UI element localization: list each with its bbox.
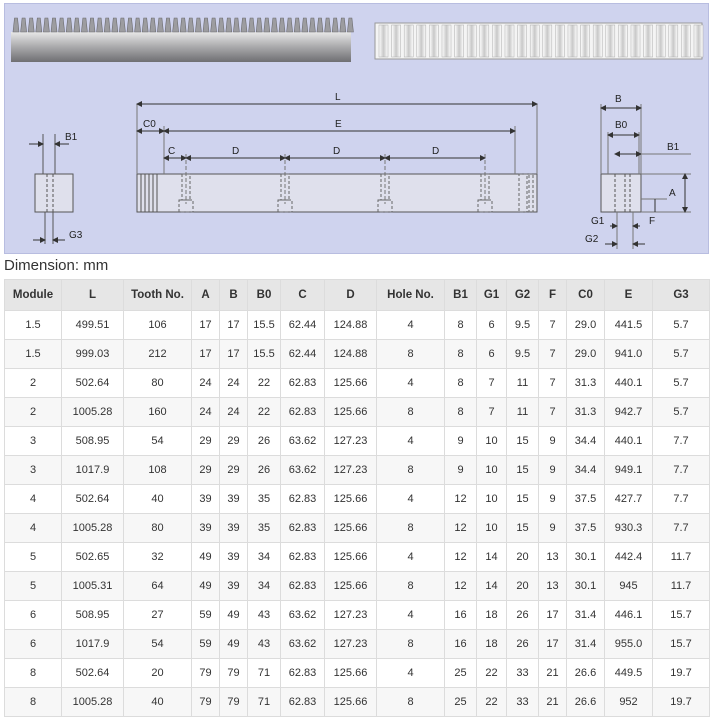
table-cell: 22 xyxy=(477,659,507,688)
table-cell: 14 xyxy=(477,543,507,572)
table-cell: 4 xyxy=(377,427,445,456)
table-cell: 63.62 xyxy=(281,601,325,630)
table-cell: 7 xyxy=(539,311,567,340)
table-cell: 999.03 xyxy=(62,340,124,369)
table-cell: 127.23 xyxy=(325,427,377,456)
table-cell: 441.5 xyxy=(605,311,653,340)
table-cell: 24 xyxy=(220,398,248,427)
table-cell: 125.66 xyxy=(325,369,377,398)
table-cell: 7 xyxy=(539,398,567,427)
table-cell: 79 xyxy=(192,659,220,688)
table-cell: 10 xyxy=(477,456,507,485)
table-cell: 62.44 xyxy=(281,311,325,340)
table-cell: 4 xyxy=(5,514,62,543)
table-cell: 7 xyxy=(477,398,507,427)
table-cell: 499.51 xyxy=(62,311,124,340)
label-D-3: D xyxy=(432,146,440,157)
table-cell: 32 xyxy=(124,543,192,572)
table-cell: 427.7 xyxy=(605,485,653,514)
table-row xyxy=(5,688,710,717)
table-cell: 440.1 xyxy=(605,427,653,456)
table-cell: 7.7 xyxy=(653,485,710,514)
table-cell: 62.83 xyxy=(281,514,325,543)
table-cell: 449.5 xyxy=(605,659,653,688)
dimension-table-wrapper xyxy=(4,279,709,717)
column-header: A xyxy=(192,280,220,311)
table-cell: 4 xyxy=(377,543,445,572)
table-cell: 5.7 xyxy=(653,340,710,369)
label-F: F xyxy=(649,216,656,227)
table-cell: 62.83 xyxy=(281,369,325,398)
table-cell: 125.66 xyxy=(325,514,377,543)
table-cell: 54 xyxy=(124,630,192,659)
label-G1: G1 xyxy=(591,216,605,227)
table-cell: 49 xyxy=(220,630,248,659)
label-L: L xyxy=(335,92,341,103)
table-cell: 8 xyxy=(377,688,445,717)
table-body xyxy=(5,311,710,717)
label-G2: G2 xyxy=(585,234,599,245)
table-cell: 18 xyxy=(477,601,507,630)
table-cell: 106 xyxy=(124,311,192,340)
table-cell: 62.44 xyxy=(281,340,325,369)
table-cell: 10 xyxy=(477,427,507,456)
table-cell: 15 xyxy=(507,456,539,485)
table-cell: 8 xyxy=(5,688,62,717)
rack-photo-side xyxy=(11,18,353,62)
table-cell: 15.7 xyxy=(653,630,710,659)
table-cell: 124.88 xyxy=(325,340,377,369)
table-cell: 125.66 xyxy=(325,398,377,427)
table-cell: 127.23 xyxy=(325,601,377,630)
column-header: Hole No. xyxy=(377,280,445,311)
table-cell: 8 xyxy=(445,398,477,427)
table-cell: 62.83 xyxy=(281,688,325,717)
table-cell: 5.7 xyxy=(653,311,710,340)
table-cell: 508.95 xyxy=(62,601,124,630)
table-cell: 39 xyxy=(220,514,248,543)
table-cell: 4 xyxy=(377,311,445,340)
table-cell: 9 xyxy=(539,427,567,456)
end-view-left xyxy=(29,134,73,244)
table-cell: 125.66 xyxy=(325,572,377,601)
table-cell: 15 xyxy=(507,514,539,543)
label-A: A xyxy=(669,188,676,199)
label-B1-right: B1 xyxy=(667,142,680,153)
table-cell: 1005.28 xyxy=(62,514,124,543)
label-C0: C0 xyxy=(143,119,156,130)
table-cell: 17 xyxy=(539,630,567,659)
table-cell: 40 xyxy=(124,688,192,717)
table-cell: 26.6 xyxy=(567,688,605,717)
table-cell: 3 xyxy=(5,427,62,456)
column-header: F xyxy=(539,280,567,311)
table-cell: 22 xyxy=(248,398,281,427)
table-row xyxy=(5,601,710,630)
table-cell: 930.3 xyxy=(605,514,653,543)
table-cell: 22 xyxy=(477,688,507,717)
table-cell: 49 xyxy=(192,543,220,572)
table-cell: 34.4 xyxy=(567,427,605,456)
table-cell: 5 xyxy=(5,572,62,601)
table-cell: 29 xyxy=(192,456,220,485)
column-header: L xyxy=(62,280,124,311)
table-cell: 39 xyxy=(220,485,248,514)
table-cell: 160 xyxy=(124,398,192,427)
table-cell: 43 xyxy=(248,630,281,659)
table-cell: 2 xyxy=(5,398,62,427)
table-cell: 24 xyxy=(192,369,220,398)
table-cell: 11 xyxy=(507,398,539,427)
label-B0: B0 xyxy=(615,120,628,131)
table-cell: 7.7 xyxy=(653,427,710,456)
table-cell: 9 xyxy=(539,485,567,514)
table-row xyxy=(5,427,710,456)
table-cell: 49 xyxy=(220,601,248,630)
table-cell: 6 xyxy=(5,630,62,659)
table-cell: 13 xyxy=(539,572,567,601)
table-row xyxy=(5,572,710,601)
table-cell: 54 xyxy=(124,427,192,456)
table-cell: 955.0 xyxy=(605,630,653,659)
table-cell: 6 xyxy=(5,601,62,630)
table-cell: 508.95 xyxy=(62,427,124,456)
table-cell: 502.64 xyxy=(62,659,124,688)
table-cell: 39 xyxy=(220,543,248,572)
table-cell: 8 xyxy=(377,514,445,543)
table-cell: 11 xyxy=(507,369,539,398)
table-cell: 80 xyxy=(124,514,192,543)
table-cell: 8 xyxy=(377,340,445,369)
table-cell: 7 xyxy=(539,340,567,369)
table-cell: 20 xyxy=(507,543,539,572)
table-cell: 25 xyxy=(445,659,477,688)
table-cell: 8 xyxy=(445,369,477,398)
table-cell: 1017.9 xyxy=(62,456,124,485)
table-row xyxy=(5,543,710,572)
table-cell: 39 xyxy=(220,572,248,601)
table-cell: 29 xyxy=(220,456,248,485)
table-cell: 1.5 xyxy=(5,311,62,340)
table-cell: 12 xyxy=(445,485,477,514)
table-row xyxy=(5,398,710,427)
table-cell: 62.83 xyxy=(281,543,325,572)
rack-photo-top xyxy=(375,23,703,59)
table-cell: 20 xyxy=(507,572,539,601)
table-cell: 5 xyxy=(5,543,62,572)
label-G3: G3 xyxy=(69,230,83,241)
column-header: G2 xyxy=(507,280,539,311)
table-cell: 9 xyxy=(539,456,567,485)
column-header: D xyxy=(325,280,377,311)
table-cell: 34 xyxy=(248,572,281,601)
table-cell: 29 xyxy=(192,427,220,456)
table-cell: 14 xyxy=(477,572,507,601)
table-cell: 11.7 xyxy=(653,572,710,601)
table-cell: 64 xyxy=(124,572,192,601)
table-cell: 502.64 xyxy=(62,369,124,398)
table-cell: 9 xyxy=(445,456,477,485)
table-cell: 43 xyxy=(248,601,281,630)
table-cell: 9.5 xyxy=(507,311,539,340)
table-cell: 1005.31 xyxy=(62,572,124,601)
table-cell: 11.7 xyxy=(653,543,710,572)
rack-drawing-svg xyxy=(5,4,710,255)
table-cell: 21 xyxy=(539,659,567,688)
table-cell: 9.5 xyxy=(507,340,539,369)
table-cell: 125.66 xyxy=(325,688,377,717)
table-cell: 49 xyxy=(192,572,220,601)
label-D-2: D xyxy=(333,146,341,157)
table-cell: 31.4 xyxy=(567,630,605,659)
table-row xyxy=(5,659,710,688)
dimension-table xyxy=(4,279,710,717)
table-cell: 440.1 xyxy=(605,369,653,398)
table-cell: 35 xyxy=(248,485,281,514)
table-cell: 21 xyxy=(539,688,567,717)
table-cell: 945 xyxy=(605,572,653,601)
table-cell: 3 xyxy=(5,456,62,485)
table-cell: 10 xyxy=(477,485,507,514)
table-cell: 12 xyxy=(445,572,477,601)
table-cell: 59 xyxy=(192,630,220,659)
table-cell: 9 xyxy=(445,427,477,456)
column-header: B xyxy=(220,280,248,311)
table-cell: 19.7 xyxy=(653,688,710,717)
table-cell: 80 xyxy=(124,369,192,398)
table-cell: 12 xyxy=(445,514,477,543)
table-cell: 30.1 xyxy=(567,572,605,601)
table-cell: 31.3 xyxy=(567,369,605,398)
table-row xyxy=(5,369,710,398)
table-cell: 18 xyxy=(477,630,507,659)
column-header: Tooth No. xyxy=(124,280,192,311)
table-row xyxy=(5,630,710,659)
table-cell: 39 xyxy=(192,514,220,543)
label-B1-left: B1 xyxy=(65,132,78,143)
table-cell: 62.83 xyxy=(281,572,325,601)
table-row xyxy=(5,340,710,369)
table-cell: 33 xyxy=(507,659,539,688)
table-row xyxy=(5,485,710,514)
table-cell: 125.66 xyxy=(325,543,377,572)
table-cell: 59 xyxy=(192,601,220,630)
table-cell: 63.62 xyxy=(281,456,325,485)
table-cell: 33 xyxy=(507,688,539,717)
label-B: B xyxy=(615,94,622,105)
table-cell: 63.62 xyxy=(281,630,325,659)
label-E: E xyxy=(335,119,342,130)
table-cell: 4 xyxy=(377,601,445,630)
label-C: C xyxy=(168,146,176,157)
table-cell: 502.64 xyxy=(62,485,124,514)
column-header: B1 xyxy=(445,280,477,311)
table-cell: 125.66 xyxy=(325,659,377,688)
table-cell: 17 xyxy=(539,601,567,630)
table-cell: 26 xyxy=(507,630,539,659)
table-cell: 1005.28 xyxy=(62,688,124,717)
technical-drawing-panel xyxy=(4,3,709,254)
table-cell: 4 xyxy=(377,659,445,688)
table-cell: 15 xyxy=(507,427,539,456)
table-cell: 31.4 xyxy=(567,601,605,630)
table-cell: 8 xyxy=(5,659,62,688)
table-cell: 8 xyxy=(377,398,445,427)
table-cell: 17 xyxy=(220,340,248,369)
table-cell: 941.0 xyxy=(605,340,653,369)
column-header: C xyxy=(281,280,325,311)
table-cell: 79 xyxy=(220,659,248,688)
table-cell: 4 xyxy=(377,485,445,514)
table-cell: 34 xyxy=(248,543,281,572)
table-cell: 62.83 xyxy=(281,398,325,427)
table-cell: 39 xyxy=(192,485,220,514)
table-cell: 34.4 xyxy=(567,456,605,485)
table-cell: 1017.9 xyxy=(62,630,124,659)
table-cell: 5.7 xyxy=(653,369,710,398)
table-cell: 29 xyxy=(220,427,248,456)
table-cell: 27 xyxy=(124,601,192,630)
table-cell: 124.88 xyxy=(325,311,377,340)
table-cell: 8 xyxy=(377,630,445,659)
table-cell: 442.4 xyxy=(605,543,653,572)
table-cell: 6 xyxy=(477,340,507,369)
column-header: C0 xyxy=(567,280,605,311)
table-cell: 22 xyxy=(248,369,281,398)
table-cell: 19.7 xyxy=(653,659,710,688)
column-header: B0 xyxy=(248,280,281,311)
table-cell: 4 xyxy=(5,485,62,514)
table-cell: 16 xyxy=(445,601,477,630)
table-cell: 29.0 xyxy=(567,311,605,340)
table-cell: 35 xyxy=(248,514,281,543)
table-cell: 108 xyxy=(124,456,192,485)
table-row xyxy=(5,311,710,340)
table-row xyxy=(5,514,710,543)
table-cell: 15.5 xyxy=(248,311,281,340)
table-cell: 16 xyxy=(445,630,477,659)
table-cell: 15.7 xyxy=(653,601,710,630)
table-cell: 26 xyxy=(248,456,281,485)
table-cell: 17 xyxy=(220,311,248,340)
table-cell: 26 xyxy=(248,427,281,456)
table-cell: 17 xyxy=(192,340,220,369)
table-cell: 127.23 xyxy=(325,630,377,659)
label-D-1: D xyxy=(232,146,240,157)
table-cell: 63.62 xyxy=(281,427,325,456)
table-cell: 25 xyxy=(445,688,477,717)
table-cell: 12 xyxy=(445,543,477,572)
table-cell: 212 xyxy=(124,340,192,369)
table-cell: 125.66 xyxy=(325,485,377,514)
column-header: E xyxy=(605,280,653,311)
table-cell: 502.65 xyxy=(62,543,124,572)
table-cell: 40 xyxy=(124,485,192,514)
table-cell: 26.6 xyxy=(567,659,605,688)
table-cell: 79 xyxy=(192,688,220,717)
table-row xyxy=(5,456,710,485)
table-cell: 15 xyxy=(507,485,539,514)
table-cell: 29.0 xyxy=(567,340,605,369)
table-cell: 15.5 xyxy=(248,340,281,369)
table-cell: 24 xyxy=(192,398,220,427)
table-cell: 26 xyxy=(507,601,539,630)
table-cell: 20 xyxy=(124,659,192,688)
table-cell: 8 xyxy=(445,340,477,369)
table-cell: 13 xyxy=(539,543,567,572)
table-cell: 127.23 xyxy=(325,456,377,485)
table-cell: 9 xyxy=(539,514,567,543)
table-cell: 24 xyxy=(220,369,248,398)
table-cell: 7.7 xyxy=(653,514,710,543)
table-cell: 79 xyxy=(220,688,248,717)
table-cell: 62.83 xyxy=(281,485,325,514)
table-cell: 952 xyxy=(605,688,653,717)
table-cell: 7.7 xyxy=(653,456,710,485)
table-cell: 62.83 xyxy=(281,659,325,688)
column-header: G1 xyxy=(477,280,507,311)
table-cell: 5.7 xyxy=(653,398,710,427)
table-cell: 8 xyxy=(445,311,477,340)
table-cell: 1.5 xyxy=(5,340,62,369)
table-cell: 8 xyxy=(377,456,445,485)
table-cell: 4 xyxy=(377,369,445,398)
table-cell: 71 xyxy=(248,688,281,717)
table-cell: 37.5 xyxy=(567,485,605,514)
column-header: G3 xyxy=(653,280,710,311)
table-cell: 10 xyxy=(477,514,507,543)
table-header-row xyxy=(5,280,710,311)
table-cell: 8 xyxy=(377,572,445,601)
table-cell: 1005.28 xyxy=(62,398,124,427)
table-cell: 17 xyxy=(192,311,220,340)
column-header: Module xyxy=(5,280,62,311)
table-cell: 7 xyxy=(539,369,567,398)
table-cell: 7 xyxy=(477,369,507,398)
table-cell: 446.1 xyxy=(605,601,653,630)
table-cell: 2 xyxy=(5,369,62,398)
table-cell: 949.1 xyxy=(605,456,653,485)
table-cell: 31.3 xyxy=(567,398,605,427)
table-cell: 30.1 xyxy=(567,543,605,572)
table-cell: 37.5 xyxy=(567,514,605,543)
table-cell: 71 xyxy=(248,659,281,688)
table-cell: 6 xyxy=(477,311,507,340)
table-cell: 942.7 xyxy=(605,398,653,427)
dimension-caption: Dimension: mm xyxy=(4,257,109,274)
